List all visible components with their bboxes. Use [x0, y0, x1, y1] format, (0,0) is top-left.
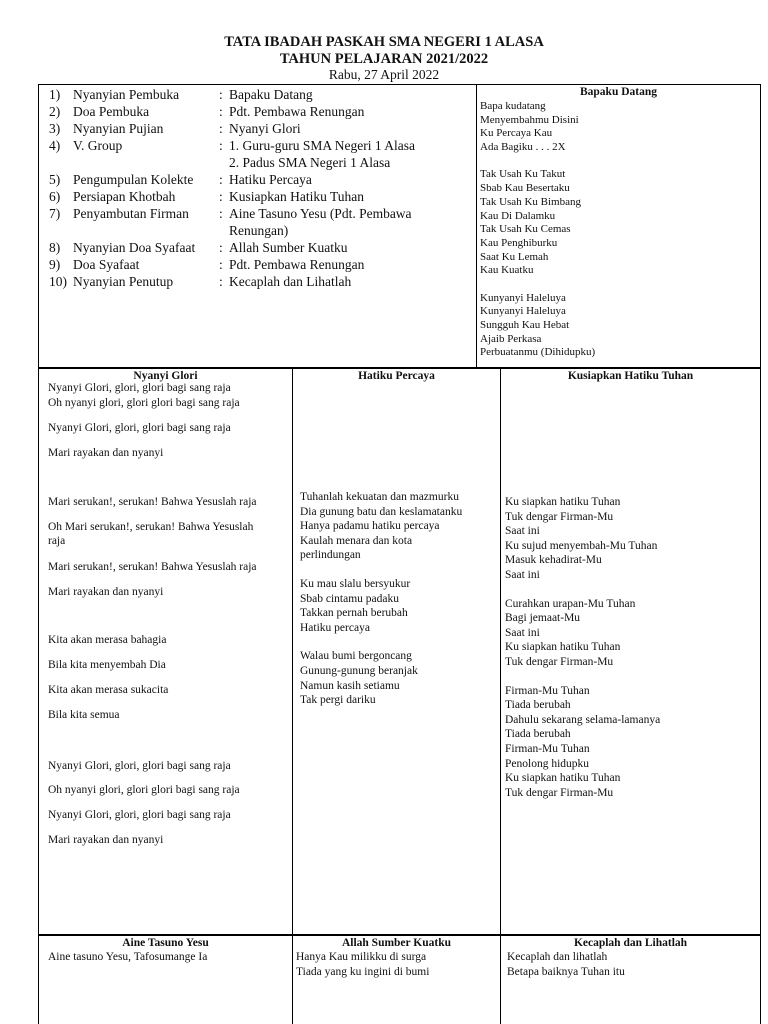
- lyric-stanza: [300, 577, 462, 635]
- agenda-item-label: Nyanyian Pembuka: [73, 87, 180, 102]
- lyric-line: raja: [48, 535, 66, 547]
- lyric-line: Tak Usah Ku Bimbang: [480, 195, 581, 208]
- bapaku-datang-title: Bapaku Datang: [579, 86, 657, 98]
- agenda-item: [49, 120, 415, 137]
- agenda-item: [49, 205, 415, 222]
- agenda-item-number: [49, 222, 73, 239]
- agenda-item-number: 9): [49, 257, 61, 272]
- agenda-item: [49, 154, 415, 171]
- aine-tasuno-title: Aine Tasuno Yesu: [122, 937, 209, 949]
- agenda-item-value: Nyanyi Glori: [229, 121, 301, 136]
- lyric-line: Masuk kehadirat-Mu: [505, 554, 602, 567]
- agenda-item-value: Pdt. Pembawa Renungan: [229, 104, 365, 119]
- hatiku-percaya-title: Hatiku Percaya: [358, 370, 435, 382]
- lyric-line: Curahkan urapan-Mu Tuhan: [505, 597, 636, 610]
- agenda-item-number: 10): [49, 274, 67, 289]
- agenda-item-number: 3): [49, 121, 61, 136]
- lyric-line: Saat ini: [505, 525, 540, 538]
- lyric-line: Sbab Kau Besertaku: [480, 182, 570, 195]
- agenda-item-label: Doa Syafaat: [73, 257, 140, 272]
- agenda-item: [49, 171, 415, 188]
- kecaplah-line: Betapa baiknya Tuhan itu: [507, 966, 625, 978]
- agenda-list: [49, 86, 415, 290]
- agenda-item-value: Renungan): [229, 223, 289, 238]
- allah-sumber-box: [293, 935, 501, 1024]
- lyric-line: Mari rayakan dan nyanyi: [48, 447, 164, 459]
- allah-sumber-line: Tiada yang ku ingini di bumi: [296, 966, 430, 978]
- lyric-line: Nyanyi Glori, glori, glori bagi sang raja: [48, 382, 231, 394]
- agenda-item-label: [73, 222, 219, 239]
- lyric-stanza: [300, 649, 462, 707]
- lyric-line: Nyanyi Glori, glori, glori bagi sang raja: [48, 422, 231, 434]
- lyric-line: [480, 278, 595, 292]
- lyric-line: Kita akan merasa bahagia: [48, 634, 167, 646]
- lyric-line: Oh nyanyi glori, glori glori bagi sang raja: [48, 784, 240, 796]
- allah-sumber-title: Allah Sumber Kuatku: [341, 937, 452, 949]
- agenda-box: [38, 84, 476, 368]
- agenda-item-label: Doa Pembuka: [73, 104, 150, 119]
- lyric-line: Mari rayakan dan nyanyi: [48, 834, 164, 846]
- agenda-item-separator: [219, 154, 229, 171]
- lyric-line: Tiada berubah: [505, 728, 571, 741]
- document-title: TATA IBADAH PASKAH SMA NEGERI 1 ALASA: [224, 34, 544, 50]
- lyric-line: Saat ini: [505, 568, 540, 581]
- lyric-line: Tiada berubah: [505, 699, 571, 712]
- lyric-line: Tak Usah Ku Cemas: [480, 223, 571, 236]
- lyric-line: Kaulah menara dan kota: [300, 534, 413, 547]
- lyric-line: Nyanyi Glori, glori, glori bagi sang raja: [48, 760, 231, 772]
- agenda-item-separator: [219, 222, 229, 239]
- aine-tasuno-box: [38, 935, 293, 1024]
- lyric-line: Namun kasih setiamu: [300, 679, 400, 692]
- lyric-line: Ku siapkan hatiku Tuhan: [505, 772, 621, 785]
- agenda-item-separator: :: [219, 206, 223, 221]
- lyric-line: Saat ini: [505, 626, 540, 639]
- lyric-line: Walau bumi bergoncang: [300, 650, 412, 663]
- lyric-line: Hanya padamu hatiku percaya: [300, 520, 440, 533]
- agenda-item-separator: :: [219, 172, 223, 187]
- agenda-item-number: 2): [49, 104, 61, 119]
- agenda-item-label: Nyanyian Pujian: [73, 121, 164, 136]
- agenda-item-separator: :: [219, 121, 223, 136]
- document-date: Rabu, 27 April 2022: [328, 67, 440, 82]
- agenda-item-number: 5): [49, 172, 61, 187]
- agenda-item-number: 4): [49, 138, 61, 153]
- lyric-line: Firman-Mu Tuhan: [505, 742, 590, 755]
- allah-sumber-line: Hanya Kau milikku di surga: [296, 951, 427, 963]
- lyric-line: Bagi jemaat-Mu: [505, 612, 581, 625]
- lyric-line: Mari serukan!, serukan! Bahwa Yesuslah raja: [48, 561, 257, 573]
- lyric-line: Ku siapkan hatiku Tuhan: [505, 641, 621, 654]
- lyric-line: Ku mau slalu bersyukur: [300, 577, 411, 590]
- agenda-item: [49, 103, 415, 120]
- agenda-item: [49, 188, 415, 205]
- lyric-line: Mari serukan!, serukan! Bahwa Yesuslah raja: [48, 496, 257, 508]
- kecaplah-line: Kecaplah dan lihatlah: [507, 951, 608, 963]
- lyric-line: Ajaib Perkasa: [480, 332, 542, 345]
- lyric-line: Ku Percaya Kau: [480, 127, 553, 140]
- agenda-item-value: Pdt. Pembawa Renungan: [229, 257, 365, 272]
- agenda-item: [49, 239, 415, 256]
- agenda-item: [49, 222, 415, 239]
- kecaplah-title: Kecaplah dan Lihatlah: [573, 937, 688, 949]
- lyric-line: Tak pergi dariku: [300, 694, 376, 707]
- lyric-line: Hatiku percaya: [300, 621, 370, 634]
- nyanyi-glori-title: Nyanyi Glori: [133, 370, 198, 382]
- agenda-item-label: Persiapan Khotbah: [73, 189, 176, 204]
- kusiapkan-hatiku-lyrics: [505, 495, 660, 800]
- agenda-item-value: Bapaku Datang: [229, 87, 313, 102]
- lyric-line: Saat Ku Lemah: [480, 250, 549, 263]
- lyric-line: Tuk dengar Firman-Mu: [505, 655, 614, 668]
- agenda-item-value: Allah Sumber Kuatku: [229, 240, 348, 255]
- lyric-line: Sungguh Kau Hebat: [480, 319, 570, 331]
- agenda-item-label: [73, 154, 219, 171]
- agenda-item-label: Nyanyian Penutup: [73, 274, 174, 289]
- kusiapkan-hatiku-box: [501, 368, 761, 935]
- agenda-item-value: Hatiku Percaya: [229, 172, 312, 187]
- bapaku-datang-lyrics: [480, 100, 595, 360]
- agenda-item-separator: :: [219, 87, 223, 102]
- agenda-item-separator: :: [219, 240, 223, 255]
- lyric-line: Bapa kudatang: [480, 100, 546, 112]
- agenda-item: [49, 137, 415, 154]
- lyric-line: Kunyanyi Haleluya: [480, 305, 566, 318]
- lyric-line: Ada Bagiku . . . 2X: [480, 141, 566, 154]
- agenda-item-separator: :: [219, 257, 223, 272]
- hatiku-percaya-box: [293, 368, 501, 935]
- agenda-item-value: Aine Tasuno Yesu (Pdt. Pembawa: [229, 206, 412, 221]
- agenda-item-number: 1): [49, 87, 61, 102]
- lyric-line: Nyanyi Glori, glori, glori bagi sang raja: [48, 809, 231, 821]
- lyric-stanza: [505, 495, 660, 583]
- lyric-stanza: [505, 597, 660, 670]
- lyric-line: Kau Penghiburku: [480, 236, 558, 249]
- lyric-line: Firman-Mu Tuhan: [505, 684, 590, 697]
- nyanyi-glori-box: [38, 368, 293, 935]
- lyric-line: Kau Di Dalamku: [480, 209, 556, 222]
- lyric-line: perlindungan: [300, 549, 361, 562]
- agenda-item-label: Nyanyian Doa Syafaat: [73, 240, 196, 255]
- lyric-line: Tuk dengar Firman-Mu: [505, 510, 614, 523]
- agenda-item-value: 2. Padus SMA Negeri 1 Alasa: [229, 155, 391, 170]
- lyric-line: Tuk dengar Firman-Mu: [505, 786, 614, 799]
- agenda-item: [49, 273, 415, 290]
- bapaku-datang-box: [476, 84, 761, 368]
- lyric-line: [480, 155, 595, 169]
- agenda-item: [49, 256, 415, 273]
- kusiapkan-hatiku-title: Kusiapkan Hatiku Tuhan: [567, 370, 694, 382]
- agenda-item-value: Kecaplah dan Lihatlah: [229, 274, 352, 289]
- agenda-item-value: Kusiapkan Hatiku Tuhan: [229, 189, 364, 204]
- lyric-line: Menyembahmu Disini: [480, 113, 579, 126]
- lyric-stanza: [505, 684, 660, 801]
- agenda-item-value: 1. Guru-guru SMA Negeri 1 Alasa: [229, 138, 415, 153]
- agenda-item-separator: :: [219, 138, 223, 153]
- lyric-line: Sbab cintamu padaku: [300, 592, 400, 605]
- lyric-line: Kau Kuatku: [480, 264, 534, 277]
- agenda-item-separator: :: [219, 274, 223, 289]
- agenda-item-label: V. Group: [73, 138, 123, 153]
- lyric-line: Tuhanlah kekuatan dan mazmurku: [300, 491, 459, 503]
- lyric-line: Gunung-gunung beranjak: [300, 664, 418, 677]
- agenda-item: [49, 86, 415, 103]
- agenda-item-separator: :: [219, 189, 223, 204]
- agenda-item-number: [49, 154, 73, 171]
- aine-tasuno-line: Aine tasuno Yesu, Tafosumange Ia: [48, 951, 208, 963]
- lyric-line: Oh Mari serukan!, serukan! Bahwa Yesuslah: [48, 521, 254, 533]
- lyric-line: Dia gunung batu dan keslamatanku: [300, 505, 463, 518]
- lyric-stanza: [300, 490, 462, 563]
- agenda-item-number: 6): [49, 189, 61, 204]
- agenda-item-label: Penyambutan Firman: [73, 206, 189, 221]
- lyric-line: Kita akan merasa sukacita: [48, 684, 169, 696]
- agenda-item-separator: :: [219, 104, 223, 119]
- lyric-line: Ku siapkan hatiku Tuhan: [505, 496, 621, 508]
- lyric-line: Perbuatanmu (Dihidupku): [480, 346, 596, 359]
- lyric-line: Bila kita semua: [48, 709, 120, 721]
- lyric-line: Kunyanyi Haleluya: [480, 291, 566, 304]
- kecaplah-box: [501, 935, 761, 1024]
- lyric-line: Ku sujud menyembah-Mu Tuhan: [505, 539, 658, 552]
- lyric-line: Takkan pernah berubah: [300, 607, 408, 620]
- lyric-line: Mari rayakan dan nyanyi: [48, 586, 164, 598]
- hatiku-percaya-lyrics: [300, 490, 462, 708]
- agenda-item-number: 8): [49, 240, 61, 255]
- lyric-line: Dahulu sekarang selama-lamanya: [505, 713, 661, 726]
- document-subtitle: TAHUN PELAJARAN 2021/2022: [279, 51, 489, 67]
- agenda-item-number: 7): [49, 206, 61, 221]
- lyric-line: Penolong hidupku: [505, 757, 590, 770]
- agenda-item-label: Pengumpulan Kolekte: [73, 172, 194, 187]
- lyric-line: Oh nyanyi glori, glori glori bagi sang raja: [48, 397, 240, 409]
- lyric-line: Tak Usah Ku Takut: [480, 168, 566, 181]
- lyric-line: Bila kita menyembah Dia: [48, 659, 166, 671]
